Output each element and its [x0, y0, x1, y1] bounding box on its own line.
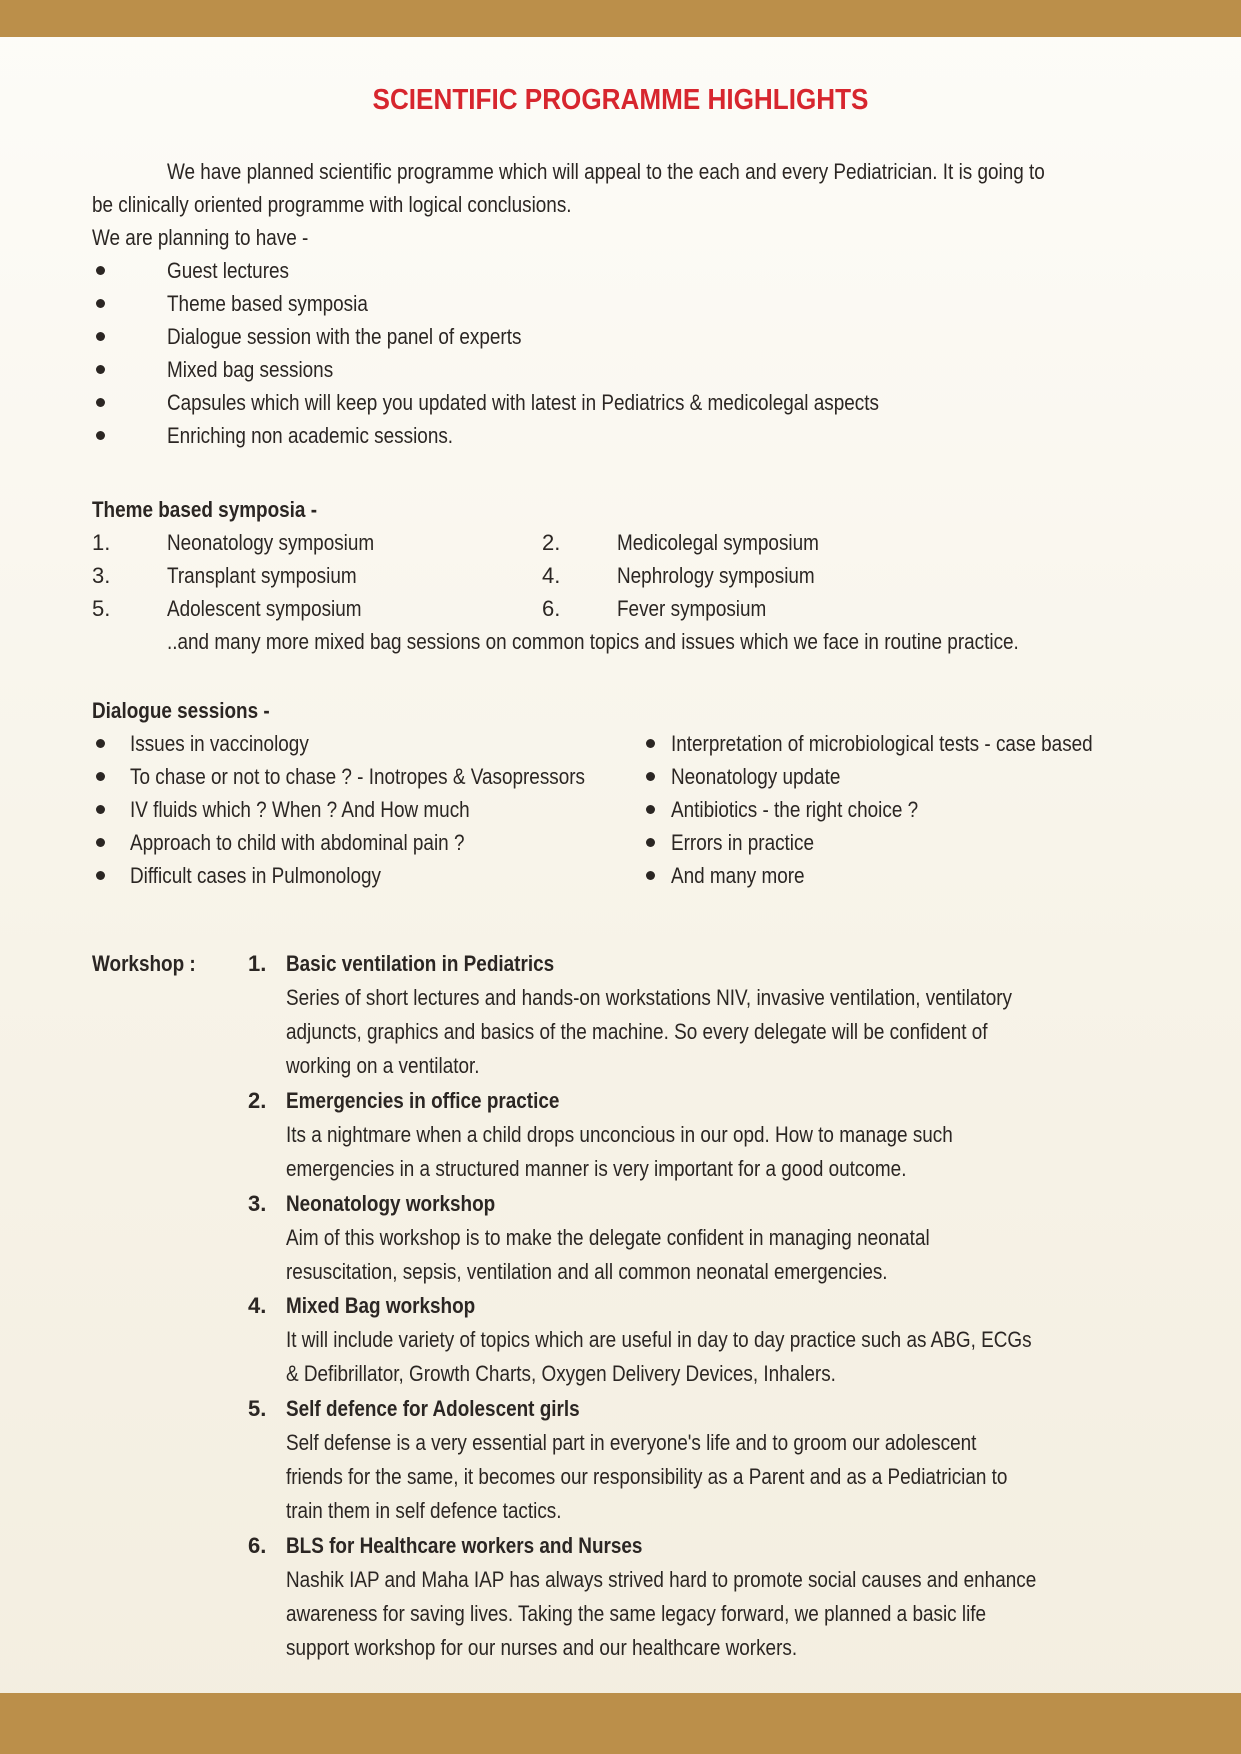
bullet-icon: [96, 332, 105, 341]
workshop-desc-line: train them in self defence tactics.: [286, 1498, 562, 1523]
dialogue-item: Interpretation of microbiological tests - case based: [671, 731, 1093, 756]
page-title: SCIENTIFIC PROGRAMME HIGHLIGHTS: [372, 84, 869, 116]
dialogue-item: To chase or not to chase ? - Inotropes & Vasopressors: [130, 764, 586, 789]
workshop-desc-line: It will include variety of topics which are useful in day to day practice such as ABG, ECGs: [286, 1327, 1032, 1352]
dialogue-item: Neonatology update: [671, 764, 841, 789]
workshop-number: 5.: [248, 1396, 267, 1421]
symposium-number: 5.: [92, 596, 111, 621]
symposium-number: 2.: [542, 530, 561, 555]
symposium-label: Neonatology symposium: [167, 530, 375, 555]
workshop-desc-line: & Defibrillator, Growth Charts, Oxygen Delivery Devices, Inhalers.: [286, 1361, 836, 1386]
intro-planning: We are planning to have -: [92, 225, 309, 250]
top-band: [0, 0, 1241, 37]
symposium-number: 1.: [92, 530, 111, 555]
workshop-desc-line: Nashik IAP and Maha IAP has always strived hard to promote social causes and enhance: [286, 1567, 1037, 1592]
dialogue-item: And many more: [671, 863, 805, 888]
bullet-icon: [646, 739, 655, 748]
workshop-title: Neonatology workshop: [286, 1191, 496, 1216]
list-item-label: Theme based symposia: [167, 291, 368, 316]
bullet-icon: [96, 365, 105, 374]
dialogue-item: Difficult cases in Pulmonology: [130, 863, 381, 888]
workshop-desc-line: adjuncts, graphics and basics of the machine. So every delegate will be confident of: [286, 1019, 988, 1044]
workshop-number: 6.: [248, 1533, 267, 1558]
intro-line-1: We have planned scientific programme which will appeal to the each and every Pediatrician. It is going to: [167, 159, 1045, 184]
bottom-band: [0, 1693, 1241, 1754]
workshop-number: 1.: [248, 951, 267, 976]
symposium-number: 6.: [542, 596, 561, 621]
list-item-label: Mixed bag sessions: [167, 357, 334, 382]
workshop-desc-line: support workshop for our nurses and our healthcare workers.: [286, 1635, 798, 1660]
symposium-number: 4.: [542, 563, 561, 588]
bullet-icon: [96, 299, 105, 308]
bullet-icon: [96, 871, 105, 880]
dialogue-item: Approach to child with abdominal pain ?: [130, 830, 465, 855]
workshop-number: 2.: [248, 1088, 267, 1113]
list-item-label: Dialogue session with the panel of experts: [167, 324, 522, 349]
workshop-title: Emergencies in office practice: [286, 1088, 560, 1113]
list-item-label: Guest lectures: [167, 258, 289, 283]
workshop-title: Basic ventilation in Pediatrics: [286, 951, 555, 976]
workshop-title: BLS for Healthcare workers and Nurses: [286, 1533, 643, 1558]
dialogue-heading: Dialogue sessions -: [92, 698, 270, 723]
bullet-icon: [96, 431, 105, 440]
symposium-label: Transplant symposium: [167, 563, 357, 588]
symposium-label: Adolescent symposium: [167, 596, 362, 621]
bullet-icon: [646, 772, 655, 781]
bullet-icon: [646, 805, 655, 814]
symposium-label: Medicolegal symposium: [617, 530, 819, 555]
dialogue-item: IV fluids which ? When ? And How much: [130, 797, 470, 822]
bullet-icon: [96, 398, 105, 407]
bullet-icon: [96, 838, 105, 847]
dialogue-item: Antibiotics - the right choice ?: [671, 797, 919, 822]
workshop-desc-line: friends for the same, it becomes our responsibility as a Parent and as a Pediatrician to: [286, 1464, 1008, 1489]
intro-line-2: be clinically oriented programme with logical conclusions.: [92, 192, 572, 217]
list-item-label: Capsules which will keep you updated with latest in Pediatrics & medicolegal aspects: [167, 390, 879, 415]
workshop-desc-line: working on a ventilator.: [286, 1053, 480, 1078]
symposium-label: Fever symposium: [617, 596, 767, 621]
dialogue-item: Issues in vaccinology: [130, 731, 309, 756]
workshop-label: Workshop :: [92, 951, 196, 976]
workshop-desc-line: emergencies in a structured manner is very important for a good outcome.: [286, 1156, 907, 1181]
symposium-label: Nephrology symposium: [617, 563, 815, 588]
workshop-number: 4.: [248, 1293, 267, 1318]
workshop-number: 3.: [248, 1191, 267, 1216]
bullet-icon: [96, 805, 105, 814]
workshop-desc-line: Aim of this workshop is to make the delegate confident in managing neonatal: [286, 1225, 930, 1250]
bullet-icon: [96, 772, 105, 781]
bullet-icon: [96, 739, 105, 748]
workshop-desc-line: Self defense is a very essential part in everyone's life and to groom our adolescent: [286, 1430, 977, 1455]
list-item-label: Enriching non academic sessions.: [167, 423, 454, 448]
workshop-title: Self defence for Adolescent girls: [286, 1396, 580, 1421]
workshop-desc-line: Series of short lectures and hands-on workstations NIV, invasive ventilation, ventilatory: [286, 985, 1013, 1010]
dialogue-item: Errors in practice: [671, 830, 815, 855]
bullet-icon: [96, 266, 105, 275]
workshop-desc-line: resuscitation, sepsis, ventilation and all common neonatal emergencies.: [286, 1259, 888, 1284]
bullet-icon: [646, 871, 655, 880]
workshop-desc-line: awareness for saving lives. Taking the same legacy forward, we planned a basic life: [286, 1601, 987, 1626]
workshop-title: Mixed Bag workshop: [286, 1293, 476, 1318]
symposia-note: ..and many more mixed bag sessions on common topics and issues which we face in routine practice.: [167, 629, 1019, 654]
workshop-desc-line: Its a nightmare when a child drops unconcious in our opd. How to manage such: [286, 1122, 953, 1147]
symposia-heading: Theme based symposia -: [92, 497, 318, 522]
bullet-icon: [646, 838, 655, 847]
symposium-number: 3.: [92, 563, 111, 588]
